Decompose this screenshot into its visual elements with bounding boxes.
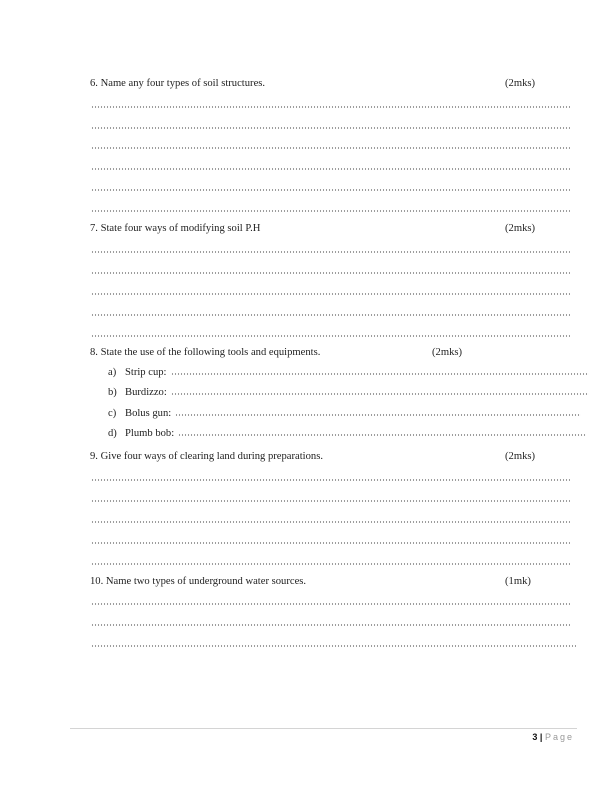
question-7: 7. State four ways of modifying soil P.H <box>90 223 261 234</box>
question-10: 10. Name two types of underground water sources. <box>90 576 307 587</box>
answer-line[interactable] <box>91 335 570 337</box>
question-8-item-a <box>108 367 589 378</box>
question-6-marks: (2mks) <box>505 78 536 89</box>
answer-line[interactable] <box>91 210 570 212</box>
question-8: 8. State the use of the following tools and equipments. <box>90 347 321 358</box>
answer-line[interactable] <box>91 563 570 565</box>
question-8-item-b <box>108 387 589 398</box>
question-8-marks: (2mks) <box>432 347 463 358</box>
item-label: Strip cup: <box>125 367 167 378</box>
answer-line[interactable] <box>175 414 581 416</box>
item-letter: c) <box>108 408 117 419</box>
answer-line[interactable] <box>91 624 570 626</box>
item-letter: b) <box>108 387 117 398</box>
item-label: Plumb bob: <box>125 428 175 439</box>
answer-line[interactable] <box>91 542 570 544</box>
answer-line[interactable] <box>91 189 570 191</box>
answer-line[interactable] <box>91 106 570 108</box>
question-7-marks: (2mks) <box>505 223 536 234</box>
answer-line[interactable] <box>178 434 586 436</box>
answer-line[interactable] <box>91 521 570 523</box>
answer-line[interactable] <box>91 168 570 170</box>
page-word: Page <box>544 732 574 742</box>
item-letter: d) <box>108 428 117 439</box>
footer-divider <box>70 728 577 729</box>
page-footer <box>532 732 574 742</box>
question-9-marks: (2mks) <box>505 451 536 462</box>
answer-line[interactable] <box>91 500 570 502</box>
answer-line[interactable] <box>171 393 589 395</box>
answer-line[interactable] <box>91 645 576 647</box>
item-letter: a) <box>108 367 117 378</box>
answer-line[interactable] <box>91 272 570 274</box>
answer-line[interactable] <box>91 251 570 253</box>
page-number: 3 <box>532 732 538 742</box>
answer-line[interactable] <box>171 373 589 375</box>
question-8-item-d <box>108 428 586 439</box>
answer-line[interactable] <box>91 293 570 295</box>
answer-line[interactable] <box>91 147 570 149</box>
question-6: 6. Name any four types of soil structures. <box>90 78 266 89</box>
question-9: 9. Give four ways of clearing land during preparations. <box>90 451 323 462</box>
question-10-marks: (1mk) <box>505 576 531 587</box>
answer-line[interactable] <box>91 127 570 129</box>
item-label: Bolus gun: <box>125 408 172 419</box>
item-label: Burdizzo: <box>125 387 167 398</box>
question-8-item-c <box>108 408 581 419</box>
answer-line[interactable] <box>91 314 570 316</box>
answer-line[interactable] <box>91 603 570 605</box>
footer-separator: | <box>539 732 543 742</box>
answer-line[interactable] <box>91 479 570 481</box>
